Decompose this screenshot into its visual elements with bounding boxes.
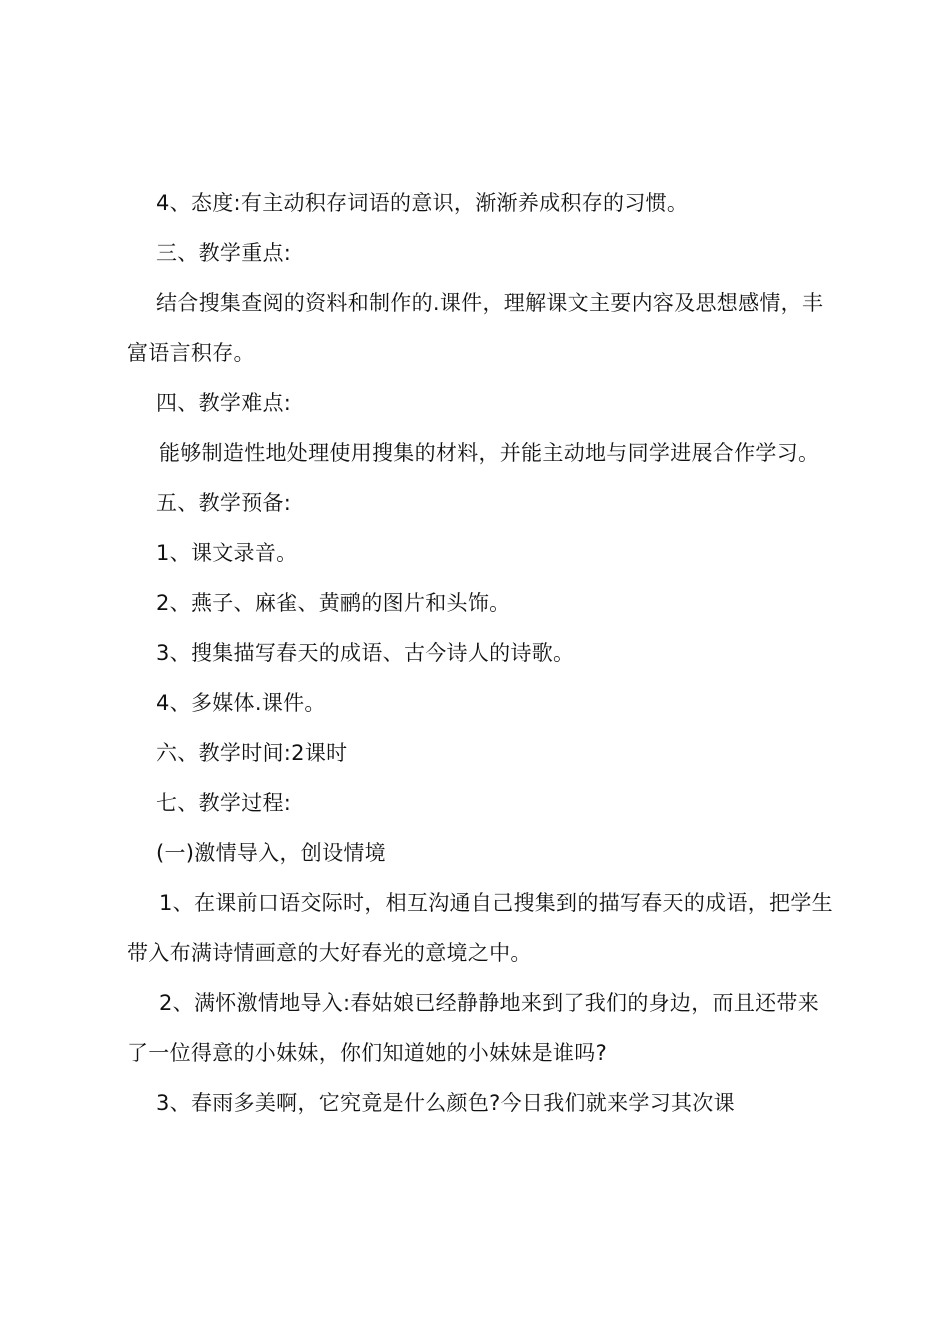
- heading-teaching-process: 七、教学过程:: [156, 791, 292, 815]
- heading-teaching-focus: 三、教学重点:: [156, 241, 292, 265]
- list-item-process-2: 2、满怀激情地导入:春姑娘已经静静地来到了我们的身边，而且还带来了一位得意的小妹妹，你们知道她的小妹妹是谁吗?: [127, 991, 820, 1065]
- paragraph-attitude: 4、态度:有主动积存词语的意识，渐渐养成积存的习惯。: [156, 191, 689, 215]
- subheading-introduction: (一)激情导入，创设情境: [156, 841, 386, 865]
- list-item-process-3: 3、春雨多美啊，它究竟是什么颜色?今日我们就来学习其次课: [156, 1091, 735, 1115]
- heading-teaching-time: 六、教学时间:2课时: [156, 741, 348, 765]
- list-item-preparation-3: 3、搜集描写春天的成语、古今诗人的诗歌。: [156, 641, 575, 665]
- list-item-preparation-1: 1、课文录音。: [156, 541, 298, 565]
- paragraph-teaching-difficulty: 能够制造性地处理使用搜集的材料，并能主动地与同学进展合作学习。: [159, 441, 820, 465]
- heading-teaching-preparation: 五、教学预备:: [156, 491, 292, 515]
- document-body: [127, 178, 835, 1128]
- list-item-preparation-4: 4、多媒体.课件。: [156, 691, 326, 715]
- paragraph-teaching-focus: 结合搜集查阅的资料和制作的.课件，理解课文主要内容及思想感情，丰富语言积存。: [127, 291, 824, 365]
- list-item-preparation-2: 2、燕子、麻雀、黄鹂的图片和头饰。: [156, 591, 511, 615]
- list-item-process-1: 1、在课前口语交际时，相互沟通自己搜集到的描写春天的成语，把学生带入布满诗情画意的大好春光的意境之中。: [127, 891, 833, 965]
- heading-teaching-difficulty: 四、教学难点:: [156, 391, 292, 415]
